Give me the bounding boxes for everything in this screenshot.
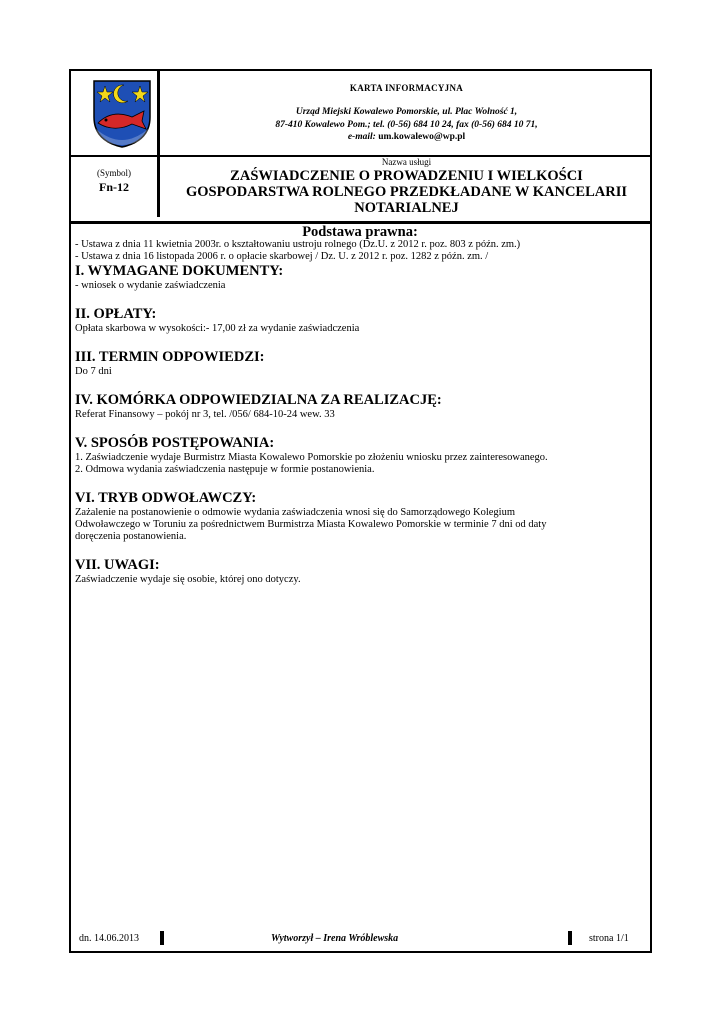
symbol-cell: [71, 155, 160, 217]
section-response-time: [75, 349, 645, 378]
document-body: [75, 224, 645, 600]
section-procedure: [75, 435, 645, 476]
service-label: Nazwa usługi: [381, 157, 432, 167]
address-line-1: Urząd Miejski Kowalewo Pomorskie, ul. Plac Wolność 1,: [295, 107, 518, 117]
symbol-label: (Symbol): [96, 168, 131, 178]
section-remarks: [75, 557, 645, 586]
section-3-text: Do 7 dni: [75, 366, 112, 377]
section-7-text: Zaświadczenie wydaje się osobie, której ono dotyczy.: [75, 574, 301, 585]
document-frame: [69, 69, 652, 953]
section-5-line-1: 1. Zaświadczenie wydaje Burmistrz Miasta Kowalewo Pomorskie po złożeniu wniosku przez zainteresowanego.: [75, 452, 548, 463]
section-fees: [75, 306, 645, 335]
logo-cell: [71, 71, 160, 155]
service-title-line-2: GOSPODARSTWA ROLNEGO PRZEDKŁADANE W KANCELARII: [186, 184, 627, 200]
service-title-line-1: ZAŚWIADCZENIE O PROWADZENIU I WIELKOŚCI: [230, 168, 583, 184]
document-footer: [71, 925, 650, 951]
section-appeal: [75, 490, 645, 543]
section-4-text: Referat Finansowy – pokój nr 3, tel. /056/ 684-10-24 wew. 33: [75, 409, 335, 420]
legal-basis-line-2: - Ustawa z dnia 16 listopada 2006 r. o opłacie skarbowej / Dz. U. z 2012 r. poz. 1282 z późn. zm. /: [75, 251, 489, 262]
legal-basis-line-1: - Ustawa z dnia 11 kwietnia 2003r. o kształtowaniu ustroju rolnego (Dz.U. z 2012 r. poz. 803 z późn. zm.): [75, 239, 521, 250]
email-label: e-mail:: [347, 132, 376, 142]
coat-of-arms-logo: [92, 79, 152, 149]
office-info: [163, 71, 650, 155]
service-title: [173, 168, 640, 216]
section-4-title: IV. KOMÓRKA ODPOWIEDZIALNA ZA REALIZACJĘ:: [75, 392, 442, 408]
footer-page-number: strona 1/1: [589, 933, 629, 944]
service-cell: [163, 155, 650, 217]
section-6-line-1: Zażalenie na postanowienie o odmowie wydania zaświadczenia wnosi się do Samorządowego Kolegium: [75, 507, 515, 518]
service-title-line-3: NOTARIALNEJ: [354, 200, 459, 216]
section-2-title: II. OPŁATY:: [75, 306, 157, 322]
section-1-title: I. WYMAGANE DOKUMENTY:: [75, 263, 284, 279]
section-2-text: Opłata skarbowa w wysokości:- 17,00 zł za wydanie zaświadczenia: [75, 323, 360, 334]
footer-date: dn. 14.06.2013: [79, 933, 139, 944]
address-line-2: 87-410 Kowalewo Pom.; tel. (0-56) 684 10 24, fax (0-56) 684 10 71,: [275, 120, 538, 130]
email-link[interactable]: um.kowalewo@wp.pl: [378, 132, 466, 142]
email-line: [163, 132, 650, 142]
footer-author: Wytworzył – Irena Wróblewska: [271, 933, 399, 944]
section-6-line-2: Odwoławczego w Toruniu za pośrednictwem Burmistrza Miasta Kowalewo Pomorskie w terminie 7 dni od daty: [75, 519, 547, 530]
section-6-line-3: doręczenia postanowienia.: [75, 531, 187, 542]
header-service: [71, 155, 650, 224]
card-title: KARTA INFORMACYJNA: [349, 83, 464, 93]
footer-divider: [160, 931, 164, 945]
footer-divider: [568, 931, 572, 945]
section-3-title: III. TERMIN ODPOWIEDZI:: [75, 349, 265, 365]
section-7-title: VII. UWAGI:: [75, 557, 160, 573]
section-5-title: V. SPOSÓB POSTĘPOWANIA:: [75, 435, 275, 451]
section-required-documents: [75, 263, 645, 292]
section-1-text: - wniosek o wydanie zaświadczenia: [75, 280, 226, 291]
section-responsible-unit: [75, 392, 645, 421]
section-6-title: VI. TRYB ODWOŁAWCZY:: [75, 490, 257, 506]
section-5-line-2: 2. Odmowa wydania zaświadczenia następuje w formie postanowienia.: [75, 464, 375, 475]
header-top: [71, 71, 650, 157]
legal-basis-title: Podstawa prawna:: [302, 224, 418, 240]
symbol-value: Fn-12: [99, 180, 129, 194]
